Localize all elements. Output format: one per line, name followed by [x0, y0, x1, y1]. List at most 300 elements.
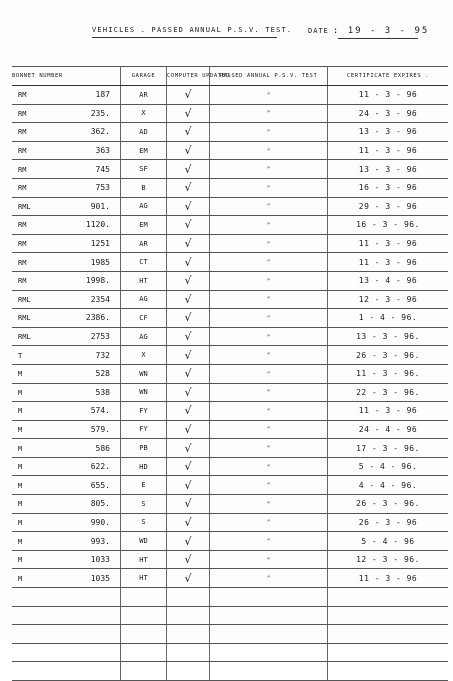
certificate-expiry — [328, 253, 449, 272]
tick-mark-icon: √ — [184, 88, 192, 102]
vehicle-type: M — [18, 574, 23, 583]
bonnet-number: 901. — [90, 201, 110, 211]
ditto-mark: " — [266, 352, 271, 360]
table-row — [12, 532, 448, 551]
bonnet-number: 528 — [95, 369, 110, 379]
bonnet-cell — [12, 476, 121, 495]
tick-mark-icon: √ — [184, 478, 192, 492]
certificate-expiry — [328, 550, 449, 569]
tick-mark-icon: √ — [184, 441, 192, 455]
certificate-date: 13 - 3 - 96 — [358, 127, 418, 137]
tick-mark-icon: √ — [184, 274, 192, 288]
garage-code: HT — [121, 271, 167, 290]
vehicle-type: RM — [18, 184, 27, 193]
passed-test-cell — [210, 476, 328, 495]
ditto-mark: " — [266, 538, 271, 546]
certificate-expiry — [328, 476, 449, 495]
tick-mark-icon: √ — [184, 534, 192, 548]
certificate-expiry — [328, 271, 449, 290]
vehicle-type: RM — [18, 109, 27, 118]
ditto-mark: " — [266, 575, 271, 583]
computer-updated-cell — [167, 178, 210, 197]
bonnet-cell — [12, 290, 121, 309]
bonnet-number: 538 — [95, 387, 110, 397]
garage-code: AG — [121, 290, 167, 309]
ditto-mark: " — [266, 314, 271, 322]
computer-updated-cell — [167, 309, 210, 328]
bonnet-cell — [12, 569, 121, 588]
certificate-date: 1 - 4 - 96. — [358, 313, 418, 323]
ditto-mark: " — [266, 240, 271, 248]
certificate-date: 13 - 3 - 96 — [358, 164, 418, 174]
bonnet-number: 805. — [90, 499, 110, 509]
garage-code: FY — [121, 420, 167, 439]
ditto-mark: " — [266, 166, 271, 174]
passed-test-cell — [210, 439, 328, 458]
certificate-date: 24 - 3 - 96 — [358, 108, 418, 118]
tick-mark-icon: √ — [184, 385, 192, 399]
garage-code — [121, 662, 167, 681]
garage-code: WD — [121, 532, 167, 551]
certificate-date: 16 - 3 - 96. — [356, 220, 420, 230]
certificate-expiry — [328, 234, 449, 253]
certificate-expiry — [328, 513, 449, 532]
table-row — [12, 160, 448, 179]
computer-updated-cell — [167, 160, 210, 179]
computer-updated-cell — [167, 588, 210, 607]
garage-code: S — [121, 495, 167, 514]
table-row — [12, 402, 448, 421]
ditto-mark: " — [266, 128, 271, 136]
bonnet-cell — [12, 643, 121, 662]
bonnet-number: 574. — [90, 406, 110, 416]
certificate-expiry — [328, 178, 449, 197]
table-header-row — [12, 67, 448, 86]
computer-updated-cell — [167, 290, 210, 309]
computer-updated-cell — [167, 439, 210, 458]
passed-test-cell — [210, 513, 328, 532]
tick-mark-icon: √ — [184, 106, 192, 120]
vehicle-type: RM — [18, 147, 27, 156]
computer-updated-cell — [167, 457, 210, 476]
computer-updated-cell — [167, 141, 210, 160]
certificate-expiry — [328, 197, 449, 216]
table-row — [12, 643, 448, 662]
table-row — [12, 290, 448, 309]
tick-mark-icon: √ — [184, 311, 192, 325]
bonnet-cell — [12, 216, 121, 235]
bonnet-cell — [12, 457, 121, 476]
passed-test-cell — [210, 643, 328, 662]
date-value: : 19 - 3 - 95 — [332, 26, 430, 36]
passed-test-cell — [210, 532, 328, 551]
header-bonnet-number: BONNET NUMBER — [12, 67, 121, 86]
table-row — [12, 606, 448, 625]
tick-mark-icon: √ — [184, 181, 192, 195]
table-row — [12, 86, 448, 105]
passed-test-cell — [210, 402, 328, 421]
garage-code: WN — [121, 383, 167, 402]
certificate-date: 26 - 3 - 96. — [356, 499, 420, 509]
bonnet-cell — [12, 364, 121, 383]
computer-updated-cell — [167, 364, 210, 383]
certificate-date: 26 - 3 - 96. — [356, 350, 420, 360]
passed-test-cell — [210, 290, 328, 309]
certificate-date: 22 - 3 - 96. — [356, 387, 420, 397]
computer-updated-cell — [167, 104, 210, 123]
table-row — [12, 141, 448, 160]
bonnet-cell — [12, 309, 121, 328]
computer-updated-cell — [167, 476, 210, 495]
passed-test-cell — [210, 271, 328, 290]
header-passed-test: PASSED ANNUAL P.S.V. TEST — [210, 67, 328, 86]
certificate-expiry — [328, 141, 449, 160]
garage-code: SF — [121, 160, 167, 179]
bonnet-number: 579. — [90, 424, 110, 434]
bonnet-number: 1998. — [85, 276, 110, 286]
bonnet-cell — [12, 532, 121, 551]
vehicle-type: RML — [18, 295, 31, 304]
passed-test-cell — [210, 160, 328, 179]
garage-code: AG — [121, 197, 167, 216]
garage-code — [121, 643, 167, 662]
table-row — [12, 625, 448, 644]
tick-mark-icon: √ — [184, 348, 192, 362]
date-label: DATE — [308, 27, 329, 35]
vehicle-type: RM — [18, 240, 27, 249]
bonnet-cell — [12, 383, 121, 402]
date-field — [308, 26, 429, 36]
bonnet-cell — [12, 346, 121, 365]
garage-code: E — [121, 476, 167, 495]
passed-test-cell — [210, 662, 328, 681]
computer-updated-cell — [167, 662, 210, 681]
tick-mark-icon: √ — [184, 218, 192, 232]
tick-mark-icon: √ — [184, 422, 192, 436]
table-row — [12, 513, 448, 532]
certificate-date: 5 - 4 - 96 — [361, 536, 415, 546]
computer-updated-cell — [167, 532, 210, 551]
certificate-date: 24 - 4 - 96 — [358, 424, 418, 434]
certificate-expiry — [328, 290, 449, 309]
garage-code: AD — [121, 123, 167, 142]
tick-mark-icon: √ — [184, 497, 192, 511]
certificate-date: 12 - 3 - 96. — [356, 555, 420, 565]
computer-updated-cell — [167, 123, 210, 142]
ditto-mark: " — [266, 556, 271, 564]
certificate-expiry — [328, 383, 449, 402]
certificate-expiry — [328, 495, 449, 514]
passed-test-cell — [210, 457, 328, 476]
tick-mark-icon: √ — [184, 460, 192, 474]
ditto-mark: " — [266, 110, 271, 118]
vehicle-type: RM — [18, 277, 27, 286]
vehicle-type: M — [18, 556, 23, 565]
garage-code — [121, 588, 167, 607]
certificate-date: 17 - 3 - 96. — [356, 443, 420, 453]
table-row — [12, 197, 448, 216]
vehicle-type: RM — [18, 128, 27, 137]
passed-test-cell — [210, 346, 328, 365]
vehicle-type: M — [18, 500, 23, 509]
certificate-expiry — [328, 86, 449, 105]
certificate-date: 11 - 3 - 96. — [356, 369, 420, 379]
table-row — [12, 178, 448, 197]
bonnet-cell — [12, 439, 121, 458]
garage-code: PB — [121, 439, 167, 458]
table-row — [12, 476, 448, 495]
date-underline — [338, 38, 418, 39]
bonnet-number: 1985 — [90, 257, 110, 267]
table-row — [12, 457, 448, 476]
table-row — [12, 327, 448, 346]
certificate-date: 11 - 3 - 96 — [358, 573, 418, 583]
bonnet-number: 1035 — [90, 573, 110, 583]
vehicle-type: RML — [18, 202, 31, 211]
passed-test-cell — [210, 86, 328, 105]
certificate-expiry — [328, 123, 449, 142]
computer-updated-cell — [167, 327, 210, 346]
passed-test-cell — [210, 383, 328, 402]
computer-updated-cell — [167, 550, 210, 569]
passed-test-cell — [210, 104, 328, 123]
computer-updated-cell — [167, 216, 210, 235]
ditto-mark: " — [266, 296, 271, 304]
computer-updated-cell — [167, 420, 210, 439]
ditto-mark: " — [266, 445, 271, 453]
header-computer-updated: COMPUTER UPDATED — [167, 67, 210, 86]
certificate-expiry — [328, 346, 449, 365]
garage-code — [121, 625, 167, 644]
table-row — [12, 588, 448, 607]
computer-updated-cell — [167, 643, 210, 662]
table-row — [12, 550, 448, 569]
tick-mark-icon: √ — [184, 255, 192, 269]
vehicle-test-table — [12, 66, 448, 681]
table-row — [12, 216, 448, 235]
certificate-date: 13 - 4 - 96 — [358, 276, 418, 286]
ditto-mark: " — [266, 221, 271, 229]
passed-test-cell — [210, 569, 328, 588]
bonnet-number: 990. — [90, 517, 110, 527]
ditto-mark: " — [266, 91, 271, 99]
header-certificate-expires: CERTIFICATE EXPIRES . — [328, 67, 449, 86]
table-row — [12, 104, 448, 123]
vehicle-type: RM — [18, 91, 27, 100]
passed-test-cell — [210, 550, 328, 569]
garage-code: AR — [121, 234, 167, 253]
table-row — [12, 569, 448, 588]
passed-test-cell — [210, 178, 328, 197]
tick-mark-icon: √ — [184, 292, 192, 306]
vehicle-type: M — [18, 537, 23, 546]
certificate-date: 11 - 3 - 96 — [358, 146, 418, 156]
table-row — [12, 253, 448, 272]
bonnet-cell — [12, 495, 121, 514]
vehicle-type: M — [18, 407, 23, 416]
ditto-mark: " — [266, 147, 271, 155]
bonnet-number: 745 — [95, 164, 110, 174]
table-row — [12, 495, 448, 514]
bonnet-cell — [12, 402, 121, 421]
computer-updated-cell — [167, 383, 210, 402]
vehicle-type: M — [18, 425, 23, 434]
bonnet-cell — [12, 234, 121, 253]
certificate-expiry — [328, 569, 449, 588]
tick-mark-icon: √ — [184, 571, 192, 585]
vehicle-type: M — [18, 463, 23, 472]
bonnet-number: 993. — [90, 536, 110, 546]
bonnet-number: 2354 — [90, 294, 110, 304]
vehicle-type: M — [18, 518, 23, 527]
computer-updated-cell — [167, 346, 210, 365]
bonnet-cell — [12, 197, 121, 216]
certificate-expiry — [328, 625, 449, 644]
passed-test-cell — [210, 309, 328, 328]
computer-updated-cell — [167, 197, 210, 216]
bonnet-number: 2753 — [90, 332, 110, 342]
ditto-mark: " — [266, 389, 271, 397]
garage-code: B — [121, 178, 167, 197]
certificate-date: 29 - 3 - 96 — [358, 201, 418, 211]
computer-updated-cell — [167, 513, 210, 532]
ditto-mark: " — [266, 184, 271, 192]
vehicle-type: RML — [18, 314, 31, 323]
bonnet-cell — [12, 550, 121, 569]
table-row — [12, 420, 448, 439]
certificate-expiry — [328, 104, 449, 123]
certificate-expiry — [328, 532, 449, 551]
bonnet-cell — [12, 513, 121, 532]
certificate-expiry — [328, 309, 449, 328]
bonnet-number: 1033 — [90, 555, 110, 565]
tick-mark-icon: √ — [184, 330, 192, 344]
bonnet-cell — [12, 253, 121, 272]
garage-code: AG — [121, 327, 167, 346]
header-garage: GARAGE — [121, 67, 167, 86]
certificate-date: 16 - 3 - 96 — [358, 183, 418, 193]
ditto-mark: " — [266, 407, 271, 415]
bonnet-number: 1120. — [85, 220, 110, 230]
garage-code: X — [121, 104, 167, 123]
bonnet-number: 187 — [95, 90, 110, 100]
table-row — [12, 271, 448, 290]
bonnet-number: 1251 — [90, 239, 110, 249]
certificate-date: 11 - 3 - 96 — [358, 257, 418, 267]
bonnet-cell — [12, 160, 121, 179]
vehicle-type: M — [18, 481, 23, 490]
certificate-date: 12 - 3 - 96 — [358, 294, 418, 304]
table-row — [12, 309, 448, 328]
passed-test-cell — [210, 141, 328, 160]
title-underline — [92, 37, 277, 38]
vehicle-type: RM — [18, 258, 27, 267]
ditto-mark: " — [266, 277, 271, 285]
table-row — [12, 383, 448, 402]
bonnet-number: 2386. — [85, 313, 110, 323]
ditto-mark: " — [266, 203, 271, 211]
certificate-expiry — [328, 662, 449, 681]
computer-updated-cell — [167, 271, 210, 290]
bonnet-number: 235. — [90, 108, 110, 118]
table-row — [12, 439, 448, 458]
passed-test-cell — [210, 253, 328, 272]
bonnet-cell — [12, 104, 121, 123]
certificate-expiry — [328, 402, 449, 421]
certificate-expiry — [328, 327, 449, 346]
vehicle-type: RM — [18, 221, 27, 230]
certificate-expiry — [328, 439, 449, 458]
computer-updated-cell — [167, 253, 210, 272]
passed-test-cell — [210, 625, 328, 644]
tick-mark-icon: √ — [184, 367, 192, 381]
certificate-date: 11 - 3 - 96 — [358, 239, 418, 249]
bonnet-number: 622. — [90, 462, 110, 472]
garage-code: CF — [121, 309, 167, 328]
garage-code — [121, 606, 167, 625]
ditto-mark: " — [266, 519, 271, 527]
bonnet-cell — [12, 141, 121, 160]
garage-code: HT — [121, 569, 167, 588]
computer-updated-cell — [167, 402, 210, 421]
garage-code: HT — [121, 550, 167, 569]
garage-code: CT — [121, 253, 167, 272]
certificate-date: 11 - 3 - 96 — [358, 406, 418, 416]
tick-mark-icon: √ — [184, 404, 192, 418]
garage-code: S — [121, 513, 167, 532]
table-row — [12, 364, 448, 383]
vehicle-type: RML — [18, 333, 31, 342]
certificate-date: 4 - 4 - 96. — [358, 480, 418, 490]
ditto-mark: " — [266, 259, 271, 267]
certificate-expiry — [328, 588, 449, 607]
tick-mark-icon: √ — [184, 125, 192, 139]
bonnet-cell — [12, 86, 121, 105]
table-row — [12, 662, 448, 681]
bonnet-cell — [12, 606, 121, 625]
ditto-mark: " — [266, 463, 271, 471]
bonnet-number: 363 — [95, 146, 110, 156]
passed-test-cell — [210, 234, 328, 253]
vehicle-type: M — [18, 370, 23, 379]
certificate-expiry — [328, 606, 449, 625]
computer-updated-cell — [167, 606, 210, 625]
passed-test-cell — [210, 216, 328, 235]
passed-test-cell — [210, 197, 328, 216]
tick-mark-icon: √ — [184, 237, 192, 251]
vehicle-type: T — [18, 351, 23, 360]
certificate-expiry — [328, 457, 449, 476]
certificate-date: 5 - 4 - 96. — [358, 462, 418, 472]
passed-test-cell — [210, 420, 328, 439]
garage-code: FY — [121, 402, 167, 421]
bonnet-cell — [12, 178, 121, 197]
tick-mark-icon: √ — [184, 515, 192, 529]
vehicle-type: RM — [18, 165, 27, 174]
certificate-expiry — [328, 216, 449, 235]
computer-updated-cell — [167, 625, 210, 644]
computer-updated-cell — [167, 569, 210, 588]
computer-updated-cell — [167, 234, 210, 253]
passed-test-cell — [210, 495, 328, 514]
tick-mark-icon: √ — [184, 199, 192, 213]
garage-code: EM — [121, 141, 167, 160]
computer-updated-cell — [167, 495, 210, 514]
vehicle-type: M — [18, 444, 23, 453]
bonnet-number: 753 — [95, 183, 110, 193]
tick-mark-icon: √ — [184, 553, 192, 567]
ditto-mark: " — [266, 370, 271, 378]
